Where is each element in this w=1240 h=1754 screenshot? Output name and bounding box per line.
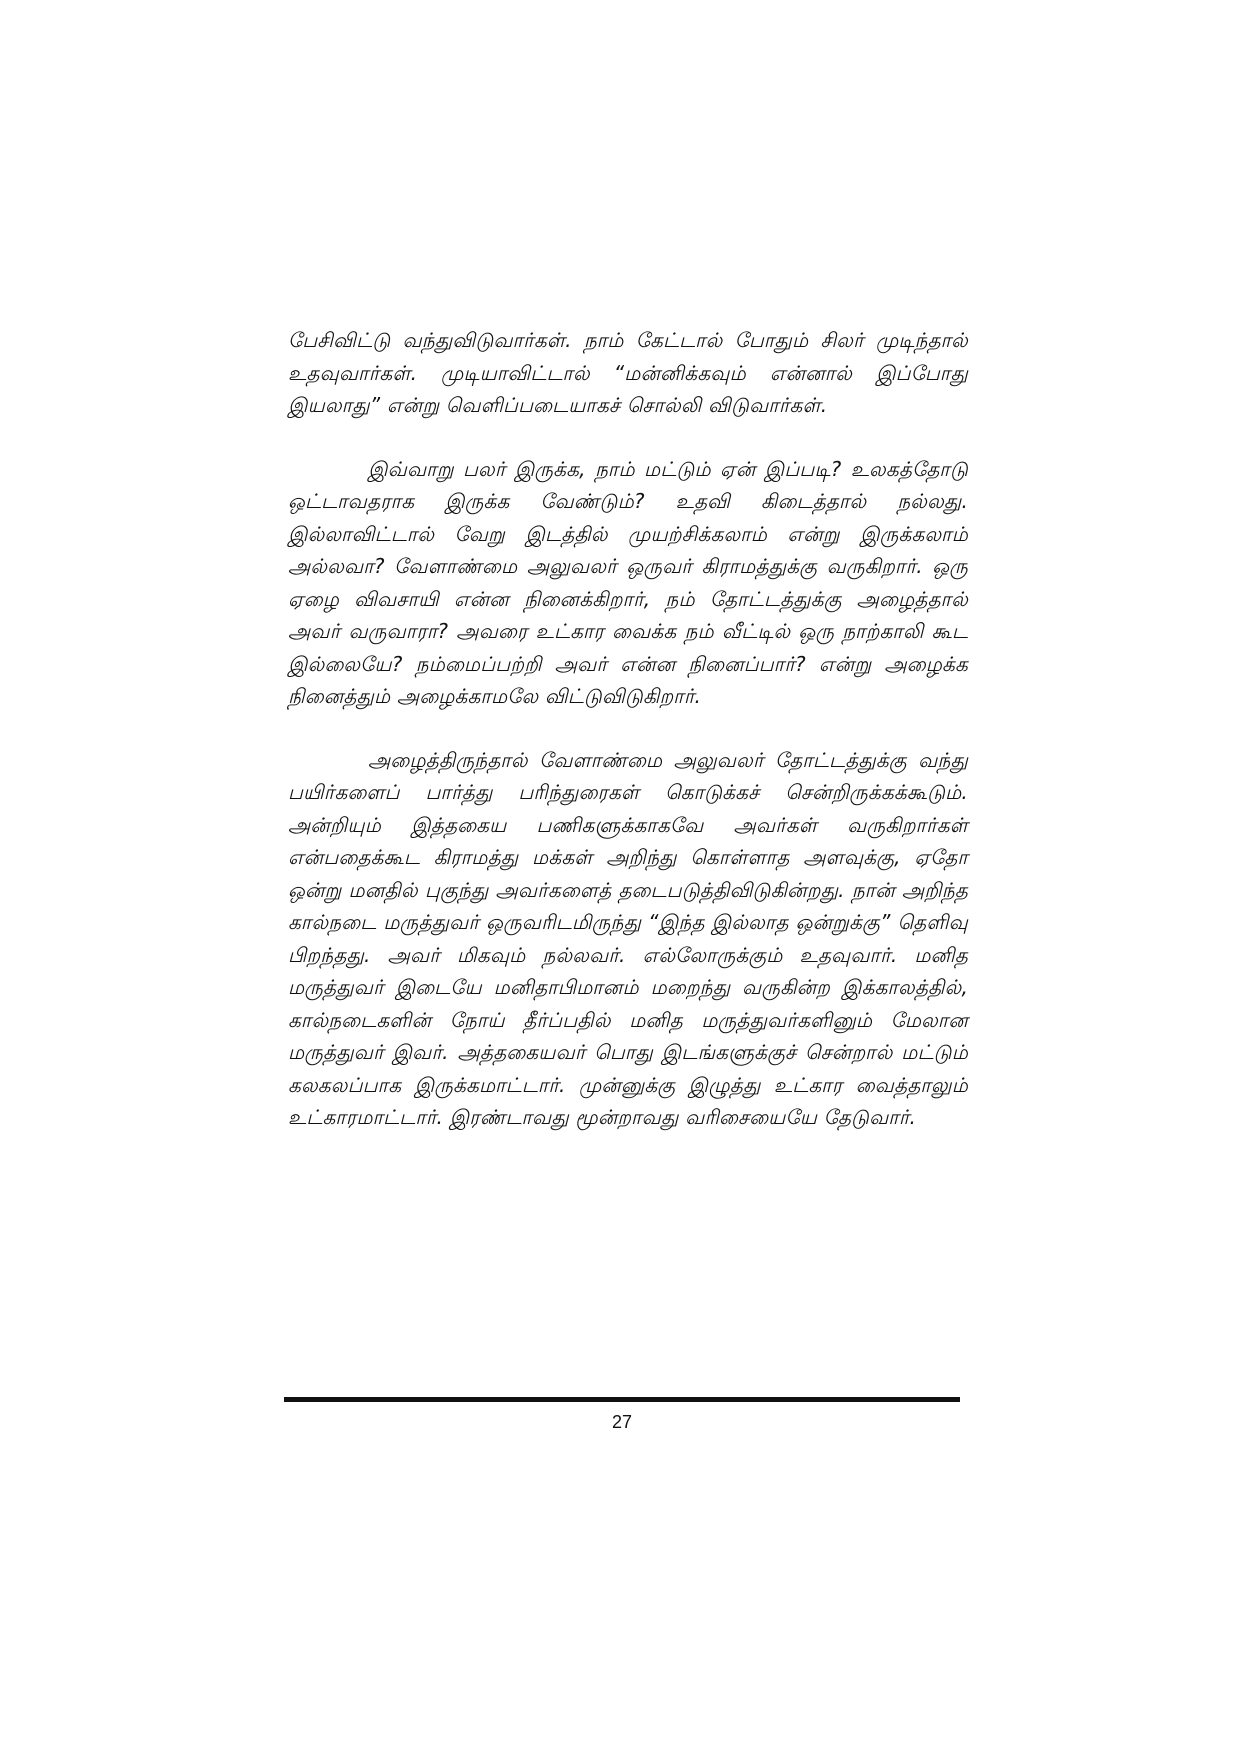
footer-rule [284,1397,960,1402]
paragraph-1: பேசிவிட்டு வந்துவிடுவார்கள். நாம் கேட்டால் போதும் சிலர் முடிந்தால் உதவுவார்கள். முடியாவிட்டால் “மன்னிக்கவும் என்னால் இப்போது இயலாது” என்று வெளிப்படையாகச் சொல்லி விடுவார்கள். [288,328,968,417]
paragraph-2: இவ்வாறு பலர் இருக்க, நாம் மட்டும் ஏன் இப்படி? உலகத்தோடு ஒட்டாவதராக இருக்க வேண்டும்? உதவி கிடைத்தால் நல்லது. இல்லாவிட்டால் வேறு இடத்தில் முயற்சிக்கலாம் என்று இருக்கலாம் அல்லவா? வேளாண்மை அலுவலர் ஒருவர் கிராமத்துக்கு வருகிறார். ஒரு ஏழை விவசாயி என்ன நினைக்கிறார், நம் தோட்டத்துக்கு அழைத்தால் அவர் வருவாரா? அவரை உட்கார வைக்க நம் வீட்டில் ஒரு நாற்காலி கூட இல்லையே? நம்மைப்பற்றி அவர் என்ன நினைப்பார்? என்று அழைக்க நினைத்தும் அழைக்காமலே விட்டுவிடுகிறார். [288,456,968,708]
body-text [288,324,968,1134]
paragraph-3: அழைத்திருந்தால் வேளாண்மை அலுவலர் தோட்டத்துக்கு வந்து பயிர்களைப் பார்த்து பரிந்துரைகள் கொடுக்கச் சென்றிருக்கக்கூடும். அன்றியும் இத்தகைய பணிகளுக்காகவே அவர்கள் வருகிறார்கள் என்பதைக்கூட கிராமத்து மக்கள் அறிந்து கொள்ளாத அளவுக்கு, ஏதோ ஒன்று மனதில் புகுந்து அவர்களைத் தடைபடுத்திவிடுகின்றது. நான் அறிந்த கால்நடை மருத்துவர் ஒருவரிடமிருந்து “இந்த இல்லாத ஒன்றுக்கு” தெளிவு பிறந்தது. அவர் மிகவும் நல்லவர். எல்லோருக்கும் உதவுவார். மனித மருத்துவர் இடையே மனிதாபிமானம் மறைந்து வருகின்ற இக்காலத்தில், கால்நடைகளின் நோய் தீர்ப்பதில் மனித மருத்துவர்களினும் மேலான மருத்துவர் இவர். அத்தகையவர் பொது இடங்களுக்குச் சென்றால் மட்டும் கலகலப்பாக இருக்கமாட்டார். முன்னுக்கு இழுத்து உட்கார வைத்தாலும் உட்காரமாட்டார். இரண்டாவது மூன்றாவது வரிசையையே தேடுவார். [288,747,968,1129]
page-number: 27 [611,1412,633,1432]
